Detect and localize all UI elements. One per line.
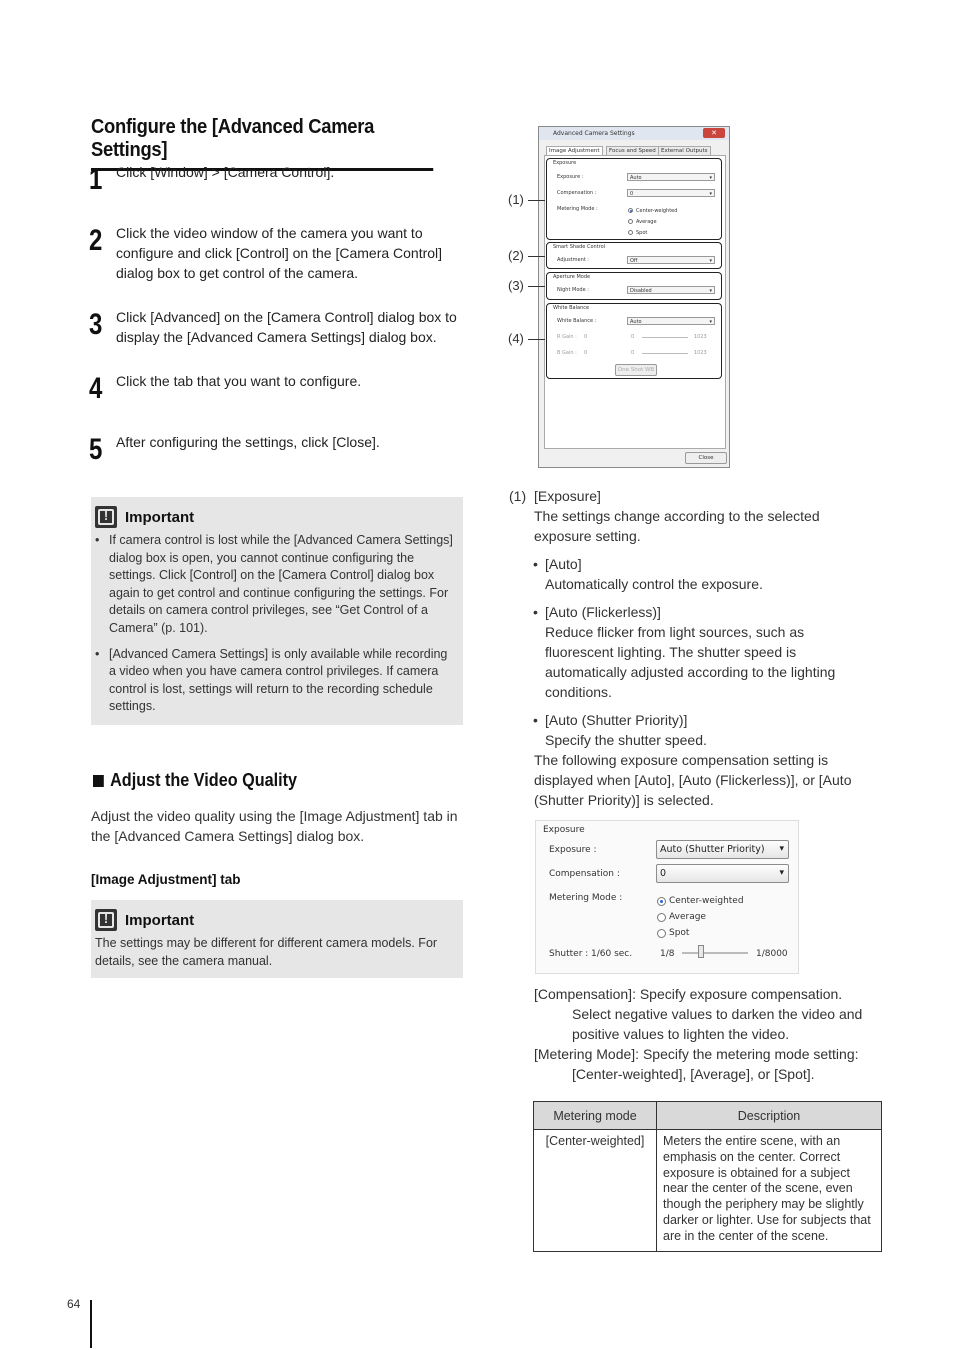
radio-spot[interactable] (657, 929, 666, 938)
shutter-min: 1/8 (660, 949, 675, 959)
exposure-select[interactable]: Auto ▾ (627, 173, 715, 181)
follow-text: The following exposure compensation setting is displayed when [Auto], [Auto (Flickerless)], or [Auto (Shutter Priority)] is selected. (534, 752, 852, 808)
metering-mode-table (533, 1101, 882, 1252)
bullet-dot: • (533, 604, 538, 620)
step-text: Click [Advanced] on the [Camera Control] dialog box to display the [Advanced Camera Settings] dialog box. (116, 309, 457, 345)
table-header: Metering mode (534, 1102, 657, 1130)
step-number: 4 (89, 372, 103, 405)
bullet-title: [Auto] (545, 556, 582, 572)
step-number: 5 (89, 433, 103, 466)
slider-max: 1023 (694, 350, 707, 356)
white-balance-label: White Balance : (557, 318, 597, 324)
shutter-label: Shutter : (549, 949, 589, 959)
radio-label: Average (636, 219, 657, 225)
advanced-camera-settings-dialog (538, 126, 730, 468)
bullet-title: [Auto (Shutter Priority)] (545, 712, 688, 728)
radio-spot[interactable] (628, 230, 633, 235)
section-intro: Adjust the video quality using the [Image Adjustment] tab in the [Advanced Camera Settings] dialog box. (91, 808, 458, 844)
important-header (95, 505, 194, 529)
group-label: Smart Shade Control (553, 244, 606, 250)
step-number: 1 (89, 163, 103, 196)
exposure-label: Exposure : (557, 174, 584, 180)
step-text: Click the video window of the camera you want to configure and click [Control] on the [Camera Control] dialog box to get control of the camera. (116, 225, 443, 281)
tab-focus-and-speed[interactable]: Focus and Speed (606, 146, 659, 157)
important-icon (95, 506, 117, 528)
r-gain-slider[interactable] (642, 337, 688, 338)
step-number: 2 (89, 224, 103, 257)
compensation-select[interactable]: 0 ▾ (656, 864, 789, 883)
step-text: After configuring the settings, click [Close]. (116, 434, 380, 450)
group-label: Aperture Mode (553, 274, 591, 280)
dialog-panel (544, 155, 726, 449)
night-mode-select[interactable]: Disabled ▾ (627, 286, 715, 294)
table-header: Description (657, 1102, 882, 1130)
important-list (95, 532, 457, 724)
metering-desc: : Specify the metering mode setting: (635, 1046, 859, 1062)
metering-term: [Metering Mode] (534, 1046, 636, 1062)
item-description: The settings change according to the selected exposure setting. (534, 508, 820, 544)
radio-label: Average (669, 912, 706, 922)
compensation-desc: : Specify exposure compensation. (632, 986, 843, 1002)
b-gain-slider[interactable] (642, 353, 688, 354)
adjustment-select[interactable]: Off ▾ (627, 256, 715, 264)
section-title: Adjust the Video Quality (110, 770, 298, 790)
callout-4: (4) (508, 331, 524, 346)
metering-label: Metering Mode : (557, 206, 598, 212)
metering-definition (534, 1044, 859, 1064)
close-button[interactable]: Close (685, 452, 727, 464)
tab-image-adjustment[interactable]: Image Adjustment (546, 146, 603, 157)
radio-label: Spot (636, 230, 648, 236)
callout-line (528, 200, 545, 201)
bullet-dot: • (533, 556, 538, 572)
r-gain-value: 0 (584, 334, 588, 340)
shutter-slider-thumb[interactable] (698, 945, 704, 958)
group-label: Exposure (553, 160, 577, 166)
shutter-slider-track[interactable] (682, 952, 748, 954)
step-text: Click [Window] > [Camera Control]. (116, 164, 335, 180)
white-balance-select[interactable]: Auto ▾ (627, 317, 715, 325)
exposure-select[interactable]: Auto (Shutter Priority) ▾ (656, 840, 789, 859)
important-note-box (91, 497, 463, 725)
table-cell: Meters the entire scene, with an emphasis on the center. Correct exposure is obtained for a subject near the center of the scene, even though the periphery may be slightly darker or lighter. Use for subjects that are in the center of the scene. (657, 1130, 882, 1252)
callout-line (528, 256, 545, 257)
step-text: Click the tab that you want to configure. (116, 373, 362, 389)
subheading: [Image Adjustment] tab (91, 872, 241, 887)
important-item: • If camera control is lost while the [Advanced Camera Settings] dialog box is open, you cannot continue configuring the settings. Click [Control] on the [Camera Control] dialog box again to get control and continue configuring the settings. For details on camera control privileges, see “Get Control of a Camera” (p. 101). (95, 532, 457, 638)
compensation-select[interactable]: 0 ▾ (627, 189, 715, 197)
item-title: [Exposure] (534, 488, 601, 504)
compensation-label: Compensation : (557, 190, 597, 196)
important-text: The settings may be different for different camera models. For details, see the camera manual. (95, 936, 438, 968)
compensation-label: Compensation : (549, 869, 620, 879)
item-number: (1) (509, 488, 527, 504)
page-heading: Configure the [Advanced Camera Settings] (91, 116, 433, 171)
bullet-desc: Specify the shutter speed. (545, 732, 707, 748)
slider-max: 1023 (694, 334, 707, 340)
callout-3: (3) (508, 278, 524, 293)
table-cell: [Center-weighted] (534, 1130, 657, 1252)
exposure-group (546, 158, 722, 240)
b-gain-value: 0 (584, 350, 588, 356)
shutter-max: 1/8000 (756, 949, 788, 959)
callout-1: (1) (508, 192, 524, 207)
page-number: 64 (67, 1297, 81, 1311)
important-title: Important (125, 508, 195, 526)
r-gain-label: R Gain : (557, 334, 577, 340)
bullet-dot: • (533, 712, 538, 728)
compensation-definition (534, 984, 842, 1004)
callout-line (528, 339, 545, 340)
night-mode-label: Night Mode : (557, 287, 589, 293)
table-header-row (534, 1102, 882, 1130)
callout-line (528, 286, 545, 287)
group-label: White Balance (553, 305, 590, 311)
exposure-settings-screenshot (535, 820, 799, 974)
smart-shade-group (546, 242, 722, 269)
aperture-group (546, 272, 722, 300)
important-title: Important (125, 911, 195, 929)
important-icon (95, 909, 117, 931)
callout-2: (2) (508, 248, 524, 263)
white-balance-group (546, 303, 722, 379)
bullet-desc: Reduce flicker from light sources, such as fluorescent lighting. The shutter speed is automatically adjusted according to the lighting conditions. (545, 624, 836, 700)
compensation-term: [Compensation] (534, 986, 633, 1002)
bullet-title: [Auto (Flickerless)] (545, 604, 661, 620)
square-bullet-icon (93, 775, 104, 787)
important-header (95, 908, 194, 932)
metering-label: Metering Mode : (549, 893, 623, 903)
important-item: • [Advanced Camera Settings] is only available while recording a video when you have camera control privileges. If camera control is lost, settings will return to the recording schedule settings. (95, 646, 457, 716)
section-heading (93, 770, 297, 791)
radio-label: Center-weighted (636, 208, 678, 214)
compensation-more: Select negative values to darken the video and positive values to lighten the video. (572, 1006, 863, 1042)
radio-label: Center-weighted (669, 896, 744, 906)
tab-external-outputs[interactable]: External Outputs (658, 146, 711, 157)
important-note-box-2 (91, 900, 463, 978)
exposure-label: Exposure : (549, 845, 597, 855)
bullet-desc: Automatically control the exposure. (545, 576, 763, 592)
one-shot-wb-button[interactable]: One Shot WB (615, 364, 657, 376)
slider-min: 0 (631, 334, 635, 340)
page-number-rule (90, 1300, 92, 1348)
metering-more: [Center-weighted], [Average], or [Spot]. (572, 1066, 815, 1082)
radio-average[interactable] (657, 913, 666, 922)
b-gain-label: B Gain : (557, 350, 577, 356)
group-label: Exposure (543, 825, 585, 835)
dialog-title: Advanced Camera Settings (539, 127, 729, 140)
shutter-value: 1/60 sec. (591, 949, 633, 959)
step-number: 3 (89, 308, 103, 341)
radio-center-weighted[interactable] (628, 208, 633, 213)
radio-center-weighted[interactable] (657, 897, 666, 906)
dialog-close-x-button[interactable]: ✕ (703, 128, 725, 138)
adjustment-label: Adjustment : (557, 257, 589, 263)
table-row (534, 1130, 882, 1252)
slider-min: 0 (631, 350, 635, 356)
radio-label: Spot (669, 928, 690, 938)
radio-average[interactable] (628, 219, 633, 224)
